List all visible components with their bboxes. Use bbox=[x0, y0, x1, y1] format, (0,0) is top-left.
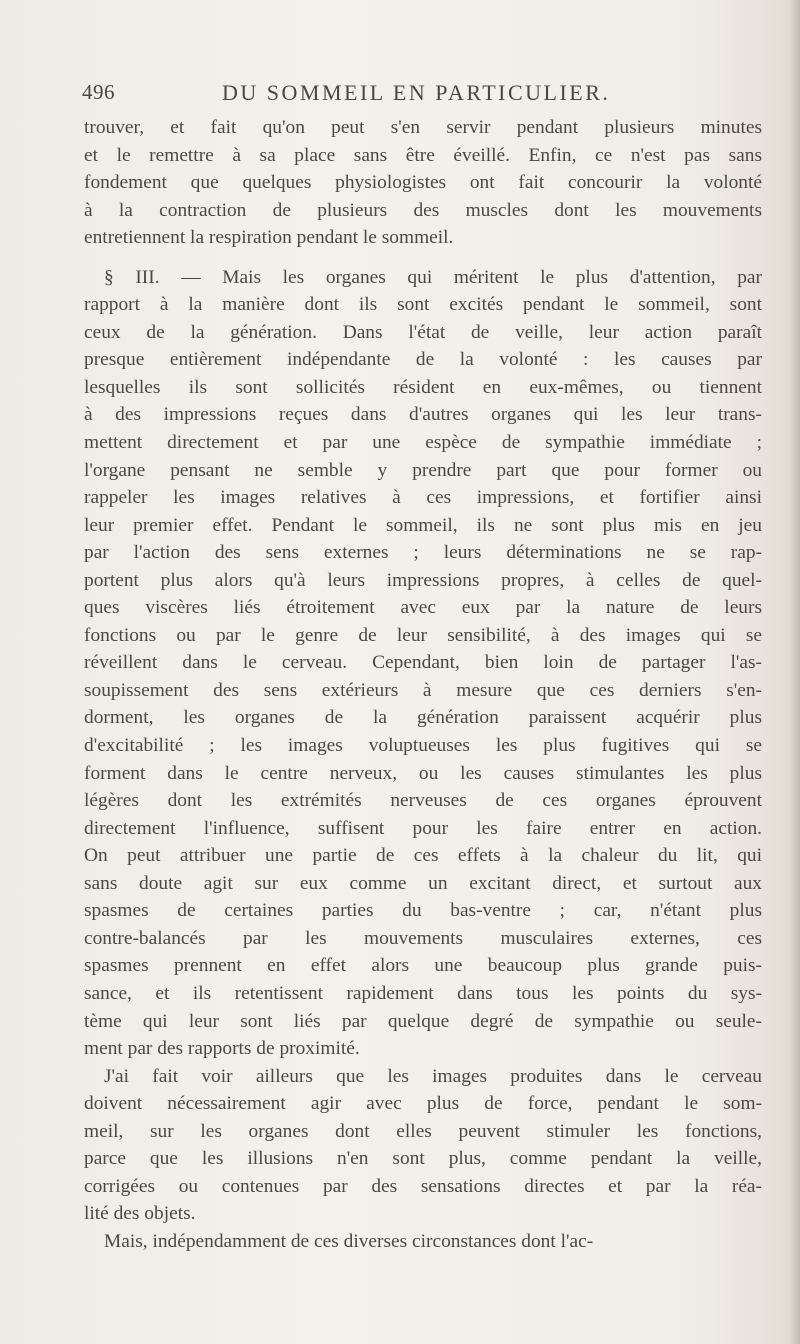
text-line: contre-balancés par les mouvements musculaires externes, ces bbox=[84, 927, 762, 949]
text-line: meil, sur les organes dont elles peuvent stimuler les fonctions, bbox=[84, 1120, 762, 1142]
text-line: tème qui leur sont liés par quelque degré de sympathie ou seule- bbox=[84, 1010, 762, 1032]
text-line: à des impressions reçues dans d'autres organes qui les leur trans- bbox=[84, 404, 762, 426]
text-line: directement l'influence, suffisent pour les faire entrer en action. bbox=[84, 817, 762, 839]
text-line: portent plus alors qu'à leurs impressions propres, à celles de quel- bbox=[84, 569, 762, 591]
text-line: trouver, et fait qu'on peut s'en servir pendant plusieurs minutes bbox=[84, 117, 762, 138]
text-line: doivent nécessairement agir avec plus de force, pendant le som- bbox=[84, 1093, 762, 1115]
text-line: dorment, les organes de la génération paraissent acquérir plus bbox=[84, 707, 762, 729]
text-line: corrigées ou contenues par des sensations directes et par la réa- bbox=[84, 1175, 762, 1197]
text-line: lité des objets. bbox=[84, 1203, 196, 1225]
text-line: à la contraction de plusieurs des muscles dont les mouvements bbox=[84, 199, 762, 221]
paragraph-mais bbox=[84, 1228, 762, 1256]
text-line: sans doute agit sur eux comme un excitant direct, et surtout aux bbox=[84, 872, 762, 894]
text-line: l'organe pensant ne semble y prendre part que pour former ou bbox=[84, 459, 762, 481]
text-line: rappeler les images relatives à ces impressions, et fortifier ainsi bbox=[84, 487, 762, 509]
page-number: 496 bbox=[82, 80, 115, 104]
text-line: réveillent dans le cerveau. Cependant, bien loin de partager l'as- bbox=[84, 652, 762, 674]
text-line: fondement que quelques physiologistes ont fait concourir la volonté bbox=[84, 172, 762, 194]
running-title: DU SOMMEIL EN PARTICULIER. bbox=[222, 80, 611, 105]
text-line: leur premier effet. Pendant le sommeil, ils ne sont plus mis en jeu bbox=[84, 514, 762, 536]
text-line: fonctions ou par le genre de leur sensibilité, à des images qui se bbox=[84, 624, 762, 646]
text-line: ment par des rapports de proximité. bbox=[84, 1038, 360, 1060]
text-line: soupissement des sens extérieurs à mesure que ces derniers s'en- bbox=[84, 679, 762, 701]
text-line: sance, et ils retentissent rapidement dans tous les points du sys- bbox=[84, 982, 762, 1004]
paragraph-continuation bbox=[84, 114, 762, 252]
text-line: Mais, indépendamment de ces diverses circonstances dont l'ac- bbox=[104, 1230, 594, 1252]
text-line: spasmes de certaines parties du bas-ventre ; car, n'étant plus bbox=[84, 900, 762, 922]
paragraph-images bbox=[84, 1063, 762, 1228]
text-line: spasmes prennent en effet alors une beaucoup plus grande puis- bbox=[84, 955, 762, 977]
text-line: mettent directement et par une espèce de sympathie immédiate ; bbox=[84, 432, 762, 454]
text-line: entretiennent la respiration pendant le sommeil. bbox=[84, 227, 454, 249]
body-text bbox=[84, 114, 762, 1255]
text-line: On peut attribuer une partie de ces effets à la chaleur du lit, qui bbox=[84, 845, 762, 867]
text-line: parce que les illusions n'en sont plus, comme pendant la veille, bbox=[84, 1148, 762, 1170]
text-line: ques viscères liés étroitement avec eux par la nature de leurs bbox=[84, 597, 762, 619]
paragraph-section-iii bbox=[84, 264, 762, 1063]
text-line: légères dont les extrémités nerveuses de ces organes éprouvent bbox=[84, 790, 762, 812]
text-line: J'ai fait voir ailleurs que les images produites dans le cerveau bbox=[104, 1065, 762, 1087]
text-line: rapport à la manière dont ils sont excités pendant le sommeil, sont bbox=[84, 294, 762, 316]
text-line: presque entièrement indépendante de la volonté : les causes par bbox=[84, 349, 762, 371]
page-header bbox=[82, 80, 762, 110]
text-line: ceux de la génération. Dans l'état de veille, leur action paraît bbox=[84, 321, 762, 343]
text-line: forment dans le centre nerveux, ou les causes stimulantes les plus bbox=[84, 762, 762, 784]
text-line: par l'action des sens externes ; leurs déterminations ne se rap- bbox=[84, 542, 762, 564]
paragraph-gap bbox=[84, 252, 762, 264]
text-line: § III. — Mais les organes qui méritent le plus d'attention, par bbox=[104, 266, 762, 288]
page-edge-shadow bbox=[790, 0, 800, 1344]
text-line: lesquelles ils sont sollicités résident en eux-mêmes, ou tiennent bbox=[84, 376, 762, 398]
text-line: d'excitabilité ; les images voluptueuses les plus fugitives qui se bbox=[84, 735, 762, 757]
text-line: et le remettre à sa place sans être éveillé. Enfin, ce n'est pas sans bbox=[84, 144, 762, 166]
